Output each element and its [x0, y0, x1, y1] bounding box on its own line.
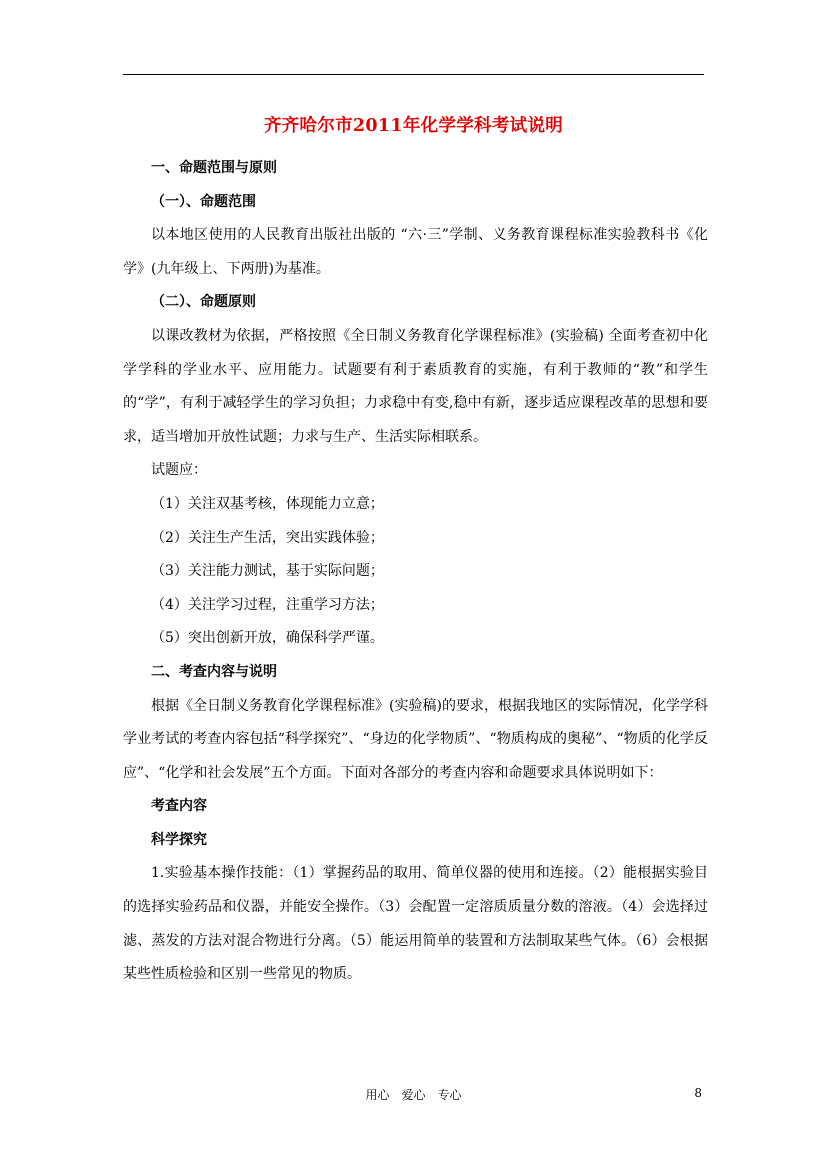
list-item: （3）关注能力测试，基于实际问题；: [151, 563, 384, 580]
paragraph: 1.实验基本操作技能：（1）掌握药品的取用、简单仪器的使用和连接。（2）能根据实验目的选择实验药品和仪器，并能安全操作。（3）会配置一定溶质质量分数的溶液。（4）会选择过滤、蒸发的方法对混合物进行分离。（5）能运用简单的装置和方法制取某些气体。（6）会根据某些性质检验和区别一些常见的物质。: [123, 865, 708, 983]
subsection-heading: 考查内容: [151, 798, 207, 815]
paragraph: 根据《全日制义务教育化学课程标准》(实验稿)的要求，根据我地区的实际情况，化学学科学业考试的考查内容包括“科学探究”、“身边的化学物质”、“物质构成的奥秘”、“物质的化学反应”、“化学和社会发展”五个方面。下面对各部分的考查内容和命题要求具体说明如下：: [123, 697, 708, 781]
page-title: 齐齐哈尔市2011年化学学科考试说明: [263, 116, 564, 136]
page-number: 8: [694, 1086, 702, 1100]
section-heading: 二、考查内容与说明: [151, 663, 277, 680]
paragraph: 以课改教材为依据，严格按照《全日制义务教育化学课程标准》(实验稿) 全面考查初中化学学科的学业水平、应用能力。试题要有利于素质教育的实施，有利于教师的“教”和学生的“学”，有利于减轻学生的学习负担；力求稳中有变,稳中有新，逐步适应课程改革的思想和要求，适当增加开放性试题；力求与生产、生活实际相联系。: [123, 327, 708, 445]
list-item: （5）突出创新开放，确保科学严谨。: [151, 630, 384, 647]
paragraph: 以本地区使用的人民教育出版社出版的 “六·三”学制、义务教育课程标准实验教科书《化学》(九年级上、下两册)为基准。: [123, 227, 708, 277]
list-item: （1）关注双基考核，体现能力立意；: [151, 495, 384, 512]
list-item: （4）关注学习过程，注重学习方法；: [151, 596, 384, 613]
document-body: [123, 152, 708, 992]
section-heading: 一、命题范围与原则: [151, 160, 277, 176]
header-rule: [123, 74, 704, 75]
list-item: （2）关注生产生活，突出实践体验；: [151, 529, 384, 546]
subsection-heading: 科学探究: [151, 831, 207, 848]
paragraph: 试题应：: [151, 462, 207, 479]
footer-motto: 用心 爱心 专心: [365, 1088, 462, 1102]
subsection-heading: （一）、命题范围: [151, 193, 256, 210]
subsection-heading: （二）、命题原则: [151, 294, 256, 311]
